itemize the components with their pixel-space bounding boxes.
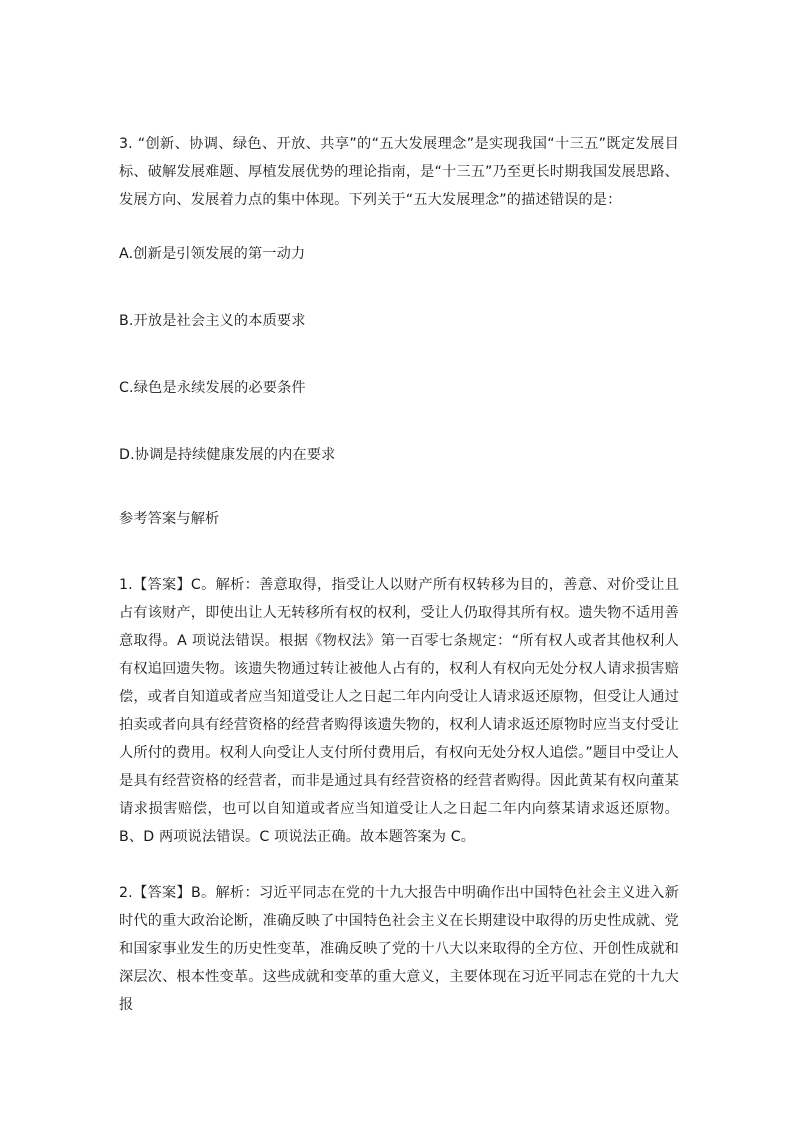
answer-1-explanation: 1.【答案】C。解析：善意取得，指受让人以财产所有权转移为目的，善意、对价受让且占有该财产，即使出让人无转移所有权的权利，受让人仍取得其所有权。遗失物不适用善意取得。A 项说法错误。根据《物权法》第一百零七条规定：“所有权人或者其他权利人有权追回遗失物。该遗失物通过转让被他人占有的，权利人有权向无处分权人请求损害赔偿，或者自知道或者应当知道受让人之日起二年内向受让人请求返还原物，但受让人通过拍卖或者向具有经营资格的经营者购得该遗失物的，权利人请求返还原物时应当支付受让人所付的费用。权利人向受让人支付所付费用后，有权向无处分权人追偿。”题目中受让人是具有经营资格的经营者，而非是通过具有经营资格的经营者购得。因此黄某有权向董某请求损害赔偿，也可以自知道或者应当知道受让人之日起二年内向蔡某请求返还原物。B、D 两项说法错误。C 项说法正确。故本题答案为 C。 — [119, 577, 679, 845]
option-c: C.绿色是永续发展的必要条件 — [119, 380, 306, 396]
option-a: A.创新是引领发展的第一动力 — [119, 246, 306, 262]
question-3-stem: 3. “创新、协调、绿色、开放、共享”的“五大发展理念”是实现我国“十三五”既定发展目标、破解发展难题、厚植发展优势的理论指南，是“十三五”乃至更长时期我国发展思路、发展方向、发展着力点的集中体现。下列关于“五大发展理念”的描述错误的是： — [119, 136, 679, 208]
answer-2-explanation: 2.【答案】B。解析：习近平同志在党的十九大报告中明确作出中国特色社会主义进入新时代的重大政治论断，准确反映了中国特色社会主义在长期建设中取得的历史性成就、党和国家事业发生的历史性变革，准确反映了党的十八大以来取得的全方位、开创性成就和深层次、根本性变革。这些成就和变革的重大意义，主要体现在习近平同志在党的十九大报 — [119, 885, 679, 1013]
option-d: D.协调是持续健康发展的内在要求 — [119, 447, 336, 463]
answers-heading: 参考答案与解析 — [119, 511, 220, 527]
option-b: B.开放是社会主义的本质要求 — [119, 313, 306, 329]
document-content — [119, 130, 679, 1047]
